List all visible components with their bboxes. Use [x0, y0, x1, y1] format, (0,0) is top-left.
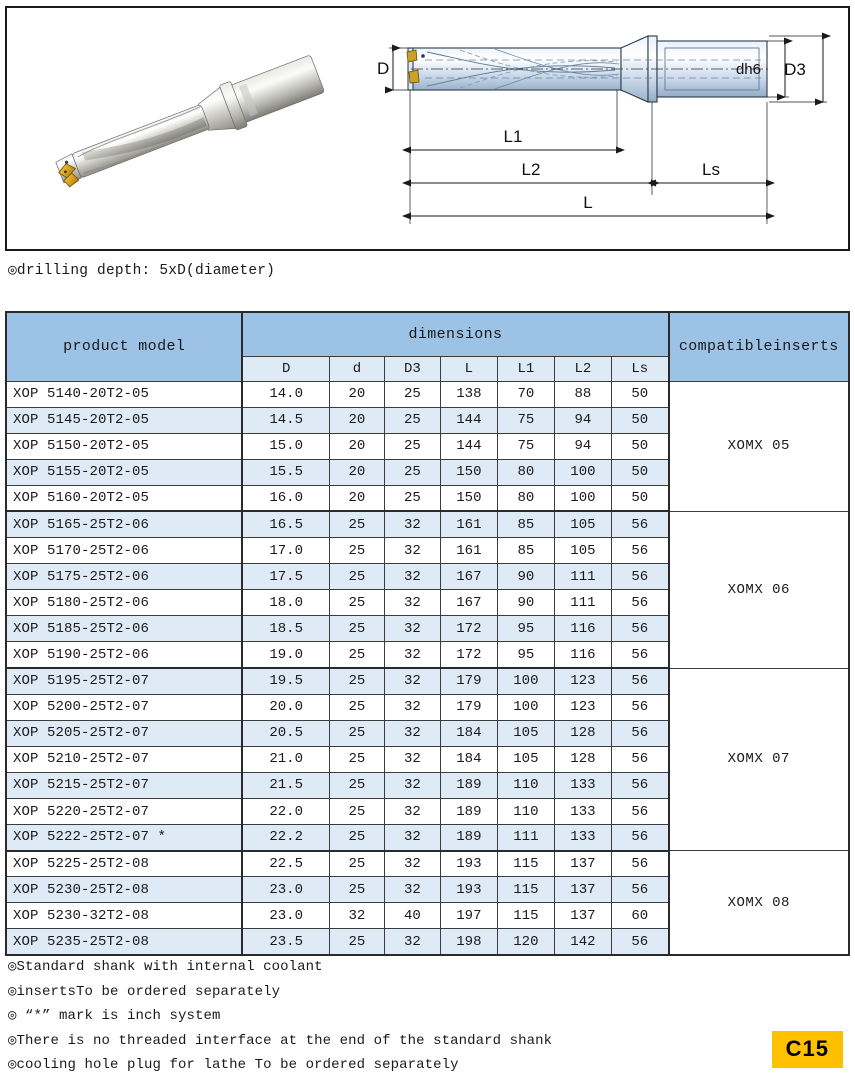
cell-L1: 105 — [497, 746, 554, 772]
cell-L1: 95 — [497, 642, 554, 668]
cell-d: 20 — [329, 407, 384, 433]
cell-D: 21.0 — [242, 746, 329, 772]
cell-D3: 32 — [384, 851, 440, 877]
cell-product-model: XOP 5235-25T2-08 — [6, 929, 242, 955]
cell-L: 179 — [440, 694, 497, 720]
cell-L: 150 — [440, 459, 497, 485]
cell-Ls: 56 — [611, 799, 668, 825]
cell-d: 20 — [329, 433, 384, 459]
col-header-L1: L1 — [497, 356, 554, 381]
cell-L2: 100 — [554, 459, 611, 485]
cell-L2: 128 — [554, 720, 611, 746]
cell-compatible-insert: XOMX 07 — [669, 668, 849, 851]
cell-L: 198 — [440, 929, 497, 955]
cell-D3: 32 — [384, 590, 440, 616]
cell-D3: 32 — [384, 511, 440, 537]
cell-d: 25 — [329, 929, 384, 955]
cell-L: 184 — [440, 720, 497, 746]
cell-product-model: XOP 5160-20T2-05 — [6, 485, 242, 511]
cell-L: 189 — [440, 825, 497, 851]
cell-L: 193 — [440, 877, 497, 903]
cell-d: 25 — [329, 668, 384, 694]
cell-Ls: 50 — [611, 381, 668, 407]
cell-product-model: XOP 5210-25T2-07 — [6, 746, 242, 772]
cell-L: 144 — [440, 407, 497, 433]
col-header-d: d — [329, 356, 384, 381]
cell-D: 15.0 — [242, 433, 329, 459]
cell-d: 25 — [329, 720, 384, 746]
cell-d: 20 — [329, 485, 384, 511]
cell-D: 18.5 — [242, 616, 329, 642]
col-header-dimensions: dimensions — [242, 312, 668, 356]
cell-D: 22.2 — [242, 825, 329, 851]
cell-product-model: XOP 5165-25T2-06 — [6, 511, 242, 537]
cell-Ls: 56 — [611, 746, 668, 772]
dim-label-Ls: Ls — [702, 160, 720, 179]
footnote-3: ◎ “*” mark is inch system — [8, 1008, 221, 1024]
cell-D: 14.0 — [242, 381, 329, 407]
cell-D3: 25 — [384, 433, 440, 459]
cell-product-model: XOP 5220-25T2-07 — [6, 799, 242, 825]
cell-Ls: 56 — [611, 825, 668, 851]
cell-product-model: XOP 5195-25T2-07 — [6, 668, 242, 694]
cell-Ls: 56 — [611, 538, 668, 564]
cell-L: 184 — [440, 746, 497, 772]
cell-D: 20.5 — [242, 720, 329, 746]
cell-D: 22.0 — [242, 799, 329, 825]
dim-label-dh6: dh6 — [735, 61, 761, 78]
dim-label-D: D — [377, 59, 390, 78]
cell-product-model: XOP 5222-25T2-07 * — [6, 825, 242, 851]
cell-L2: 123 — [554, 668, 611, 694]
cell-d: 25 — [329, 590, 384, 616]
cell-Ls: 50 — [611, 407, 668, 433]
table-row — [6, 511, 849, 537]
col-header-Ls: Ls — [611, 356, 668, 381]
technical-drawing — [365, 10, 849, 250]
cell-d: 25 — [329, 825, 384, 851]
cell-L2: 133 — [554, 825, 611, 851]
cell-L2: 111 — [554, 590, 611, 616]
footnotes — [8, 955, 708, 1078]
cell-product-model: XOP 5200-25T2-07 — [6, 694, 242, 720]
cell-d: 20 — [329, 459, 384, 485]
footnote-1: ◎Standard shank with internal coolant — [8, 959, 323, 975]
dim-label-L: L — [583, 193, 593, 212]
cell-L1: 105 — [497, 720, 554, 746]
cell-L: 138 — [440, 381, 497, 407]
cell-Ls: 56 — [611, 668, 668, 694]
cell-L2: 137 — [554, 851, 611, 877]
cell-d: 25 — [329, 851, 384, 877]
cell-Ls: 56 — [611, 772, 668, 798]
cell-D: 21.5 — [242, 772, 329, 798]
cell-L1: 100 — [497, 694, 554, 720]
cell-L: 197 — [440, 903, 497, 929]
cell-D: 19.5 — [242, 668, 329, 694]
cell-D: 23.5 — [242, 929, 329, 955]
cell-product-model: XOP 5170-25T2-06 — [6, 538, 242, 564]
cell-D3: 25 — [384, 381, 440, 407]
cell-L2: 88 — [554, 381, 611, 407]
cell-D: 18.0 — [242, 590, 329, 616]
cell-D3: 32 — [384, 694, 440, 720]
dim-label-D3: D3 — [784, 60, 806, 79]
cell-d: 25 — [329, 616, 384, 642]
cell-product-model: XOP 5205-25T2-07 — [6, 720, 242, 746]
cell-D3: 32 — [384, 929, 440, 955]
cell-L: 179 — [440, 668, 497, 694]
cell-d: 25 — [329, 799, 384, 825]
footnote-2: ◎insertsTo be ordered separately — [8, 983, 281, 1000]
cell-L2: 111 — [554, 564, 611, 590]
cell-d: 25 — [329, 642, 384, 668]
cell-product-model: XOP 5155-20T2-05 — [6, 459, 242, 485]
cell-D: 19.0 — [242, 642, 329, 668]
cell-Ls: 50 — [611, 459, 668, 485]
cell-D3: 32 — [384, 642, 440, 668]
cell-L1: 85 — [497, 538, 554, 564]
cell-D3: 32 — [384, 772, 440, 798]
cell-L1: 75 — [497, 407, 554, 433]
cell-product-model: XOP 5230-32T2-08 — [6, 903, 242, 929]
cell-Ls: 56 — [611, 929, 668, 955]
cell-D3: 32 — [384, 616, 440, 642]
cell-L: 161 — [440, 538, 497, 564]
cell-L2: 105 — [554, 511, 611, 537]
cell-L1: 90 — [497, 564, 554, 590]
cell-L1: 80 — [497, 459, 554, 485]
footnote-5: ◎cooling hole plug for lathe To be ordered separately — [8, 1057, 459, 1073]
cell-product-model: XOP 5150-20T2-05 — [6, 433, 242, 459]
cell-D3: 32 — [384, 746, 440, 772]
cell-L: 172 — [440, 616, 497, 642]
table-row — [6, 668, 849, 694]
cell-D3: 32 — [384, 825, 440, 851]
cell-Ls: 56 — [611, 851, 668, 877]
cell-Ls: 56 — [611, 590, 668, 616]
cell-d: 25 — [329, 772, 384, 798]
col-header-D: D — [242, 356, 329, 381]
cell-D3: 25 — [384, 407, 440, 433]
cell-L1: 70 — [497, 381, 554, 407]
illustration-panel — [5, 6, 850, 251]
page-number-badge: C15 — [772, 1031, 843, 1068]
dim-label-L2: L2 — [521, 160, 541, 179]
cell-L2: 133 — [554, 772, 611, 798]
cell-product-model: XOP 5230-25T2-08 — [6, 877, 242, 903]
cell-D3: 40 — [384, 903, 440, 929]
cell-product-model: XOP 5140-20T2-05 — [6, 381, 242, 407]
cell-L1: 120 — [497, 929, 554, 955]
cell-L: 189 — [440, 799, 497, 825]
cell-d: 25 — [329, 877, 384, 903]
cell-Ls: 56 — [611, 694, 668, 720]
cell-d: 32 — [329, 903, 384, 929]
cell-Ls: 56 — [611, 642, 668, 668]
cell-d: 25 — [329, 564, 384, 590]
cell-L2: 116 — [554, 616, 611, 642]
cell-L1: 115 — [497, 903, 554, 929]
cell-D: 16.0 — [242, 485, 329, 511]
cell-d: 25 — [329, 511, 384, 537]
cell-D: 15.5 — [242, 459, 329, 485]
cell-d: 20 — [329, 381, 384, 407]
table-body — [6, 381, 849, 955]
cell-D: 23.0 — [242, 877, 329, 903]
cell-L2: 105 — [554, 538, 611, 564]
cell-L1: 110 — [497, 799, 554, 825]
cell-L2: 142 — [554, 929, 611, 955]
cell-D: 14.5 — [242, 407, 329, 433]
product-photo — [11, 12, 363, 248]
drilling-depth-note: ◎drilling depth: 5xD(diameter) — [8, 263, 276, 279]
cell-D: 20.0 — [242, 694, 329, 720]
cell-product-model: XOP 5145-20T2-05 — [6, 407, 242, 433]
cell-L1: 100 — [497, 668, 554, 694]
footnote-4: ◎There is no threaded interface at the end of the standard shank — [8, 1032, 553, 1049]
table-row — [6, 851, 849, 877]
col-header-L2: L2 — [554, 356, 611, 381]
cell-D3: 32 — [384, 668, 440, 694]
cell-Ls: 50 — [611, 485, 668, 511]
cell-L1: 80 — [497, 485, 554, 511]
cell-D3: 32 — [384, 720, 440, 746]
cell-L: 167 — [440, 564, 497, 590]
cell-L2: 94 — [554, 433, 611, 459]
cell-D3: 25 — [384, 485, 440, 511]
cell-product-model: XOP 5215-25T2-07 — [6, 772, 242, 798]
cell-L2: 94 — [554, 407, 611, 433]
cell-D: 17.5 — [242, 564, 329, 590]
cell-L2: 133 — [554, 799, 611, 825]
cell-L1: 115 — [497, 877, 554, 903]
cell-Ls: 56 — [611, 564, 668, 590]
cell-L2: 123 — [554, 694, 611, 720]
cell-d: 25 — [329, 538, 384, 564]
cell-product-model: XOP 5185-25T2-06 — [6, 616, 242, 642]
cell-Ls: 56 — [611, 877, 668, 903]
cell-L1: 90 — [497, 590, 554, 616]
cell-L1: 95 — [497, 616, 554, 642]
cell-L: 193 — [440, 851, 497, 877]
cell-product-model: XOP 5175-25T2-06 — [6, 564, 242, 590]
cell-L: 167 — [440, 590, 497, 616]
col-header-product-model: product model — [6, 312, 242, 381]
dim-label-L1: L1 — [503, 127, 523, 146]
cell-D3: 32 — [384, 799, 440, 825]
cell-L2: 100 — [554, 485, 611, 511]
cell-L2: 116 — [554, 642, 611, 668]
cell-D3: 32 — [384, 564, 440, 590]
cell-product-model: XOP 5190-25T2-06 — [6, 642, 242, 668]
cell-L: 172 — [440, 642, 497, 668]
cell-d: 25 — [329, 746, 384, 772]
cell-Ls: 56 — [611, 720, 668, 746]
cell-D3: 32 — [384, 877, 440, 903]
cell-product-model: XOP 5225-25T2-08 — [6, 851, 242, 877]
cell-product-model: XOP 5180-25T2-06 — [6, 590, 242, 616]
cell-Ls: 50 — [611, 433, 668, 459]
cell-compatible-insert: XOMX 08 — [669, 851, 849, 955]
cell-L2: 137 — [554, 903, 611, 929]
cell-L1: 111 — [497, 825, 554, 851]
table-row — [6, 381, 849, 407]
cell-L1: 85 — [497, 511, 554, 537]
cell-Ls: 56 — [611, 511, 668, 537]
cell-D: 23.0 — [242, 903, 329, 929]
cell-D: 16.5 — [242, 511, 329, 537]
cell-d: 25 — [329, 694, 384, 720]
specification-table — [5, 311, 850, 956]
cell-L1: 75 — [497, 433, 554, 459]
cell-L2: 128 — [554, 746, 611, 772]
cell-compatible-insert: XOMX 05 — [669, 381, 849, 511]
col-header-L: L — [440, 356, 497, 381]
cell-L: 150 — [440, 485, 497, 511]
cell-D: 22.5 — [242, 851, 329, 877]
cell-L: 144 — [440, 433, 497, 459]
cell-L: 161 — [440, 511, 497, 537]
col-header-compatible-inserts: compatibleinserts — [669, 312, 849, 381]
col-header-D3: D3 — [384, 356, 440, 381]
cell-D3: 32 — [384, 538, 440, 564]
cell-L1: 110 — [497, 772, 554, 798]
cell-L: 189 — [440, 772, 497, 798]
cell-Ls: 60 — [611, 903, 668, 929]
cell-L1: 115 — [497, 851, 554, 877]
cell-compatible-insert: XOMX 06 — [669, 511, 849, 668]
cell-L2: 137 — [554, 877, 611, 903]
cell-D3: 25 — [384, 459, 440, 485]
cell-Ls: 56 — [611, 616, 668, 642]
cell-D: 17.0 — [242, 538, 329, 564]
